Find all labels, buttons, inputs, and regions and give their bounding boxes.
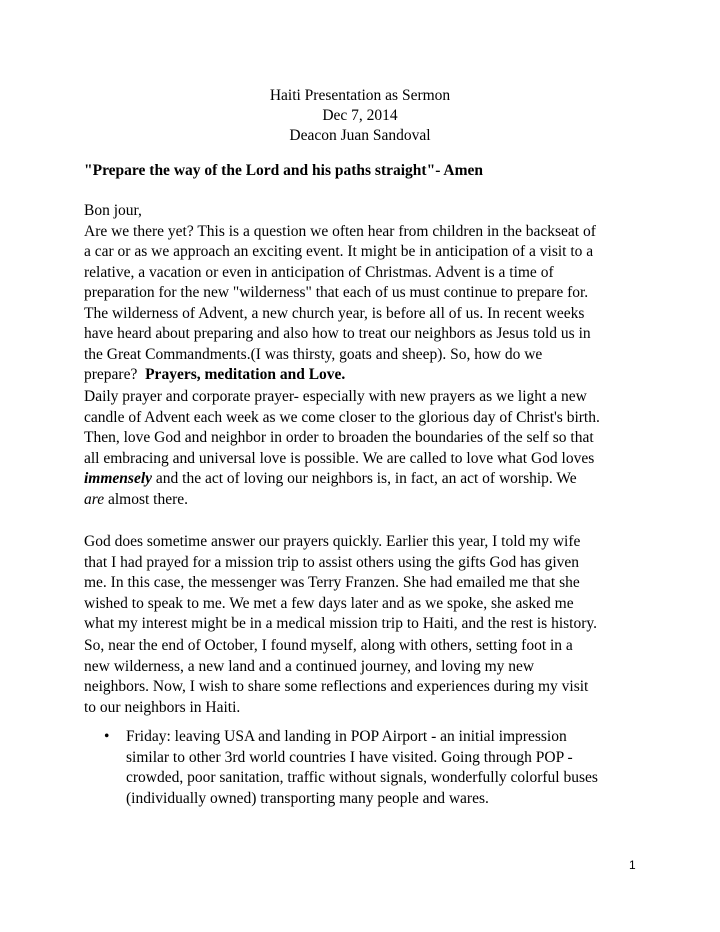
paragraph-line: a car or as we approach an exciting event. It might be in anticipation of a visit to a [84,243,594,260]
paragraph-2 [84,387,644,510]
paragraph-text: almost there. [104,490,189,508]
paragraph-line: So, near the end of October, I found myself, along with others, setting foot in a [84,637,573,654]
paragraph-line: what my interest might be in a medical mission trip to Haiti, and the rest is history. [84,615,597,632]
paragraph-line: candle of Advent each week as we come closer to the glorious day of Christ's birth. [84,408,600,426]
paragraph-line: that I had prayed for a mission trip to assist others using the gifts God has given [84,553,580,571]
paragraph-line: wished to speak to me. We met a few days later and as we spoke, she asked me [84,594,574,612]
paragraph-line: Daily prayer and corporate prayer- especially with new prayers as we light a new [84,388,587,405]
paragraph-text: and the act of loving our neighbors is, in fact, an act of worship. We [152,470,577,487]
list-item-line: (individually owned) transporting many people and wares. [126,789,489,807]
paragraph-line: neighbors. Now, I wish to share some reflections and experiences during my visit [84,678,589,695]
paragraph-line: preparation for the new "wilderness" that each of us must continue to prepare for. [84,284,589,301]
paragraph-line [84,490,644,511]
paragraph-line: Bon jour, [84,202,142,219]
paragraph-line: to our neighbors in Haiti. [84,698,241,716]
paragraph-line [84,469,644,490]
paragraph-4 [84,636,644,718]
paragraph-text: prepare? [84,366,146,383]
paragraph-line: Are we there yet? This is a question we often hear from children in the backseat of [84,222,596,240]
paragraph-line: The wilderness of Advent, a new church year, is before all of us. In recent weeks [84,304,585,322]
bold-phrase: Prayers, meditation and Love. [145,366,346,383]
list-item-line: Friday: leaving USA and landing in POP Airport - an initial impression [126,728,567,745]
paragraph-line: Then, love God and neighbor in order to broaden the boundaries of the self so that [84,429,594,446]
opening-verse: "Prepare the way of the Lord and his paths straight"- Amen [84,162,483,179]
paragraph-line: me. In this case, the messenger was Terry Franzen. She had emailed me that she [84,574,580,591]
paragraph-3 [84,532,644,635]
document-date: Dec 7, 2014 [322,107,398,124]
page-number: 1 [629,858,636,872]
document-header [0,86,720,146]
paragraph-line: all embracing and universal love is possible. We are called to love what God loves [84,449,595,467]
list-item-line: similar to other 3rd world countries I have visited. Going through POP - [126,748,573,766]
emphasized-word: immensely [84,470,153,487]
paragraph-line: relative, a vacation or even in anticipation of Christmas. Advent is a time of [84,263,554,281]
paragraph-line [84,365,644,386]
list-item-line: crowded, poor sanitation, traffic without signals, wonderfully colorful buses [126,769,598,786]
paragraph-line: God does sometime answer our prayers quickly. Earlier this year, I told my wife [84,533,581,550]
paragraph-line: new wilderness, a new land and a continued journey, and loving my new [84,657,535,675]
bullet-icon: • [104,728,110,745]
paragraph-line: have heard about preparing and also how to treat our neighbors as Jesus told us in [84,325,591,342]
emphasized-word: are [84,490,105,508]
document-author: Deacon Juan Sandoval [289,127,431,144]
document-title: Haiti Presentation as Sermon [269,87,451,104]
paragraph-line: the Great Commandments.(I was thirsty, goats and sheep). So, how do we [84,345,543,363]
list-item [126,727,598,809]
paragraph-1 [84,201,644,386]
